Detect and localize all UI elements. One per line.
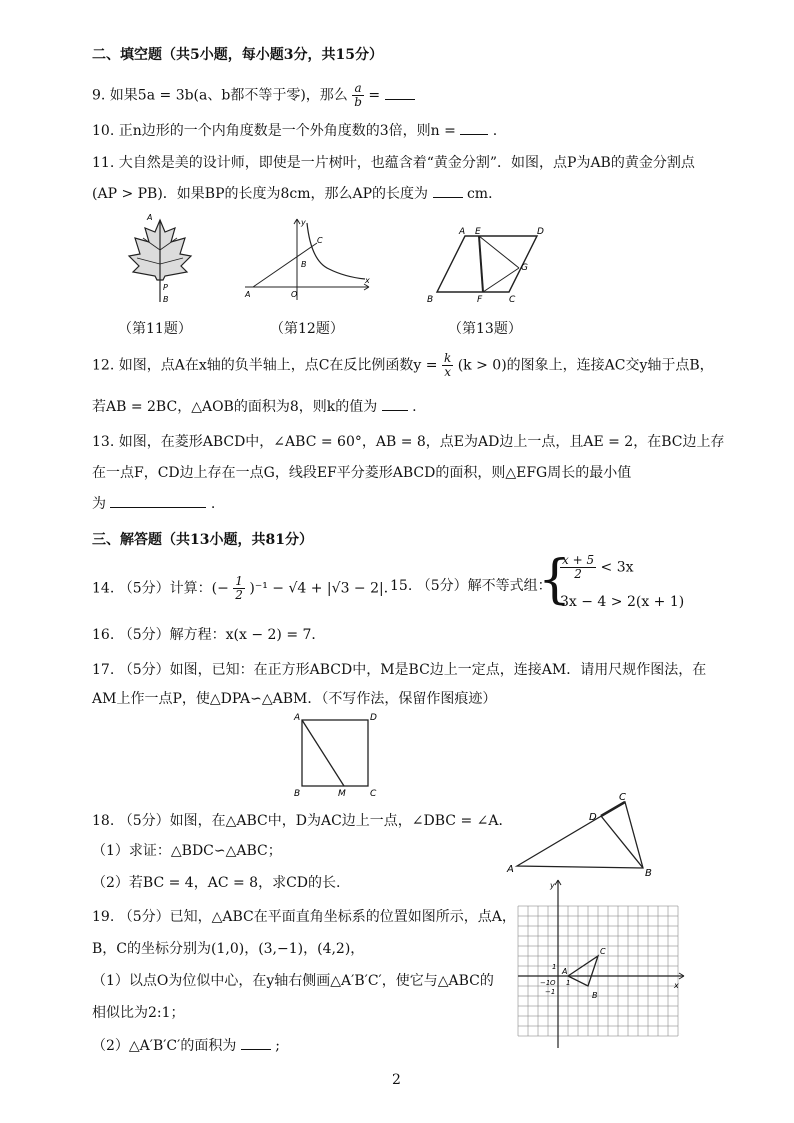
q15-ineq1-fraction — [560, 554, 596, 581]
fig19-grid-lines — [518, 906, 678, 1036]
q14-pre: 14. （5分）计算：(− — [92, 580, 229, 597]
q14-frac-den: 2 — [235, 588, 243, 602]
figure-12-graph — [245, 215, 375, 300]
q13-line3 — [92, 493, 215, 513]
section2-title: 二、填空题（共5小题，每小题3分，共15分） — [92, 47, 383, 63]
fig19-label-a: A — [562, 967, 568, 976]
q12-answer-blank[interactable] — [382, 396, 408, 411]
figure-13-rhombus — [425, 228, 555, 308]
fig13-label-b: B — [427, 295, 434, 305]
q9-answer-blank[interactable] — [385, 85, 415, 100]
q11-line2 — [92, 183, 502, 203]
fig13-label-e: E — [475, 227, 481, 237]
q10-end: . — [492, 123, 498, 139]
fig17-label-c: C — [370, 789, 377, 799]
fig11-label-p: P — [163, 283, 168, 292]
fig13-label-d: D — [537, 227, 544, 237]
q12-line1-pre: 12. 如图，点A在x轴的负半轴上，点C在反比例函数y = — [92, 357, 438, 374]
fig13-label-g: G — [521, 263, 528, 273]
fig19-label-c: C — [600, 947, 606, 956]
q19-answer-blank[interactable] — [241, 1035, 271, 1050]
q10-answer-blank[interactable] — [460, 120, 488, 135]
q14-post: )⁻¹ − √4 + |√3 − 2|． — [249, 580, 398, 597]
q11-answer-blank[interactable] — [433, 183, 463, 198]
fig19-tick-y1: 1 — [552, 963, 557, 971]
fig18-label-c: C — [619, 792, 626, 803]
figure-19-grid — [512, 880, 687, 1048]
question-16: 16. （5分）解方程：x(x − 2) = 7． — [92, 627, 326, 643]
fig19-tick-yneg1: −1 — [545, 988, 556, 996]
q13-line3-pre: 为 — [92, 496, 106, 512]
q12-frac-num: k — [443, 351, 452, 365]
q17-line1: 17. （5分）如图，已知：在正方形ABCD中，M是BC边上一定点，连接AM．请用尺规作图法，在 — [92, 662, 707, 678]
q15-inequality-1 — [560, 554, 634, 581]
fig18-label-b: B — [645, 868, 652, 879]
q19-line5-post: ; — [275, 1038, 280, 1054]
fig13-label-f: F — [477, 295, 483, 305]
q12-line1-post: (k > 0)的图象上，连接AC交y轴于点B， — [457, 357, 714, 374]
caption-fig-11: （第11题） — [118, 321, 192, 337]
fig19-label-y: y — [550, 881, 555, 890]
fig13-label-a: A — [459, 227, 466, 237]
fig17-label-m: M — [338, 789, 346, 799]
fig19-tick-xneg1: −1 — [540, 979, 551, 987]
fig19-label-x: x — [674, 981, 679, 990]
fig13-label-c: C — [509, 295, 516, 305]
q13-line2: 在一点F，CD边上存在一点G，线段EF平分菱形ABCD的面积，则△EFG周长的最小值 — [92, 465, 632, 481]
section3-title: 三、解答题（共13小题，共81分） — [92, 532, 313, 548]
fig19-tick-x1: 1 — [566, 979, 571, 987]
q18-line1: 18. （5分）如图，在△ABC中，D为AC边上一点，∠DBC = ∠A． — [92, 813, 513, 829]
q9-fraction — [352, 82, 364, 109]
fig17-label-a: A — [294, 713, 301, 723]
question-14 — [92, 575, 398, 602]
fig12-label-y: y — [301, 218, 306, 227]
fig17-label-b: B — [294, 789, 301, 799]
q19-line4: 相似比为2:1； — [92, 1005, 185, 1021]
q15-ineq1-num: x + 5 — [562, 553, 595, 567]
fig12-label-x: x — [365, 276, 370, 285]
q12-fraction — [442, 352, 453, 379]
q18-line3: （2）若BC = 4，AC = 8，求CD的长. — [92, 875, 341, 891]
fig19-label-o: O — [550, 979, 556, 987]
q9-frac-den: b — [354, 95, 362, 109]
q9-prefix: 9. 如果5a = 3b(a、b都不等于零)，那么 — [92, 87, 348, 104]
question-10 — [92, 120, 497, 140]
q12-line1 — [92, 352, 714, 379]
figure-17-square — [290, 712, 380, 802]
q11-line1: 11. 大自然是美的设计师，即使是一片树叶，也蕴含着“黄金分割”．如图，点P为AB的黄金分割点 — [92, 155, 695, 171]
q12-line2-pre: 若AB = 2BC，△AOB的面积为8，则k的值为 — [92, 399, 378, 415]
q19-line5-pre: （2）△A′B′C′的面积为 — [92, 1038, 237, 1054]
q19-line5 — [92, 1035, 280, 1055]
q15-brace: { — [538, 550, 572, 610]
q13-line1: 13. 如图，在菱形ABCD中，∠ABC = 60°，AB = 8，点E为AD边上一点，且AE = 2，在BC边上存 — [92, 434, 725, 450]
q11-line2-pre: (AP > PB)．如果BP的长度为8cm，那么AP的长度为 — [92, 186, 429, 202]
fig12-label-c: C — [317, 236, 323, 245]
q9-suffix: = — [368, 87, 381, 104]
q12-line2-post: . — [412, 399, 417, 415]
q13-answer-blank[interactable] — [110, 493, 206, 508]
fig11-label-a: A — [147, 213, 153, 222]
q15-label: 15. （5分）解不等式组： — [390, 578, 552, 594]
q19-line3: （1）以点O为位似中心，在y轴右侧画△A′B′C′，使它与△ABC的 — [92, 973, 494, 989]
caption-fig-12: （第12题） — [270, 321, 344, 337]
fig11-label-b: B — [163, 295, 169, 304]
fig19-label-b: B — [592, 991, 598, 1000]
fig12-label-o: O — [291, 290, 298, 299]
q15-ineq1-post: < 3x — [600, 559, 634, 576]
figure-18-triangle — [505, 790, 665, 880]
q12-frac-den: x — [444, 365, 452, 379]
q15-ineq1-den: 2 — [574, 567, 582, 581]
fig18-label-d: D — [589, 812, 597, 823]
q19-line2: B，C的坐标分别为(1,0)，(3,−1)，(4,2)， — [92, 941, 365, 957]
q17-line2: AM上作一点P，使△DPA∽△ABM．（不写作法，保留作图痕迹） — [92, 691, 497, 707]
q14-frac-num: 1 — [235, 574, 243, 588]
question-9 — [92, 82, 415, 109]
fig17-label-d: D — [370, 713, 377, 723]
fig12-label-b: B — [301, 260, 307, 269]
caption-fig-13: （第13题） — [448, 321, 522, 337]
figure-11-leaf — [125, 210, 195, 305]
q10-text: 10. 正n边形的一个内角度数是一个外角度数的3倍，则n = — [92, 123, 456, 139]
fig12-label-a: A — [245, 290, 251, 299]
q18-line2: （1）求证：△BDC∽△ABC； — [92, 843, 282, 859]
q11-line2-post: cm． — [466, 186, 503, 202]
page-number: 2 — [392, 1072, 401, 1088]
q9-frac-num: a — [352, 82, 364, 96]
q12-line2 — [92, 396, 417, 416]
fig18-label-a: A — [507, 864, 514, 875]
q19-line1: 19. （5分）已知，△ABC在平面直角坐标系的位置如图所示，点A， — [92, 909, 516, 925]
q15-inequality-2: 3x − 4 > 2(x + 1) — [560, 594, 685, 610]
q13-line3-post: . — [210, 496, 216, 512]
q14-fraction — [233, 575, 245, 602]
